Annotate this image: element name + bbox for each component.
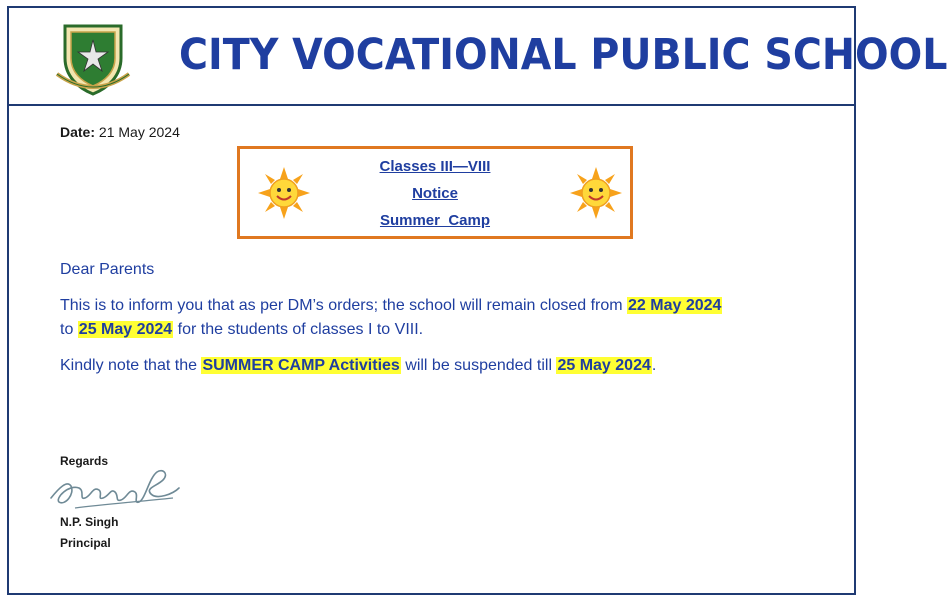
paragraph-2: [60, 354, 820, 378]
school-logo: [53, 18, 133, 98]
notice-box: [237, 146, 633, 239]
p2-text-3: .: [651, 357, 657, 374]
date-line: [60, 124, 180, 140]
p1-text-3: for the students of classes I to VIII.: [173, 321, 424, 338]
principal-name: N.P. Singh: [60, 515, 119, 529]
date-label: Date:: [60, 124, 96, 140]
notice-title: Notice: [412, 185, 458, 202]
p1-text-2: to: [60, 321, 78, 338]
salutation: Dear Parents: [60, 261, 155, 278]
notice-subject: Summer Camp: [379, 212, 491, 229]
header-divider: [9, 104, 854, 106]
paragraph-1: [60, 294, 820, 342]
p2-text-2: will be suspended till: [400, 357, 557, 374]
p1-highlight-end-date: 25 May 2024: [78, 321, 173, 338]
letter-frame: [7, 6, 947, 595]
notice-classes: Classes III—VIII: [379, 158, 491, 175]
p2-text-1: Kindly note that the: [60, 357, 202, 374]
school-name: CITY VOCATIONAL PUBLIC SCHOOL: [179, 30, 947, 80]
p2-highlight-date: 25 May 2024: [557, 357, 651, 374]
p2-highlight-activity: SUMMER CAMP Activities: [202, 357, 400, 374]
date-value: 21 May 2024: [98, 124, 180, 140]
p1-text-1: This is to inform you that as per DM’s orders; the school will remain closed from: [60, 297, 628, 314]
signature: [45, 458, 185, 518]
regards: Regards: [60, 454, 109, 468]
p1-highlight-start-date: 22 May 2024: [628, 297, 722, 314]
principal-title: Principal: [60, 536, 111, 550]
